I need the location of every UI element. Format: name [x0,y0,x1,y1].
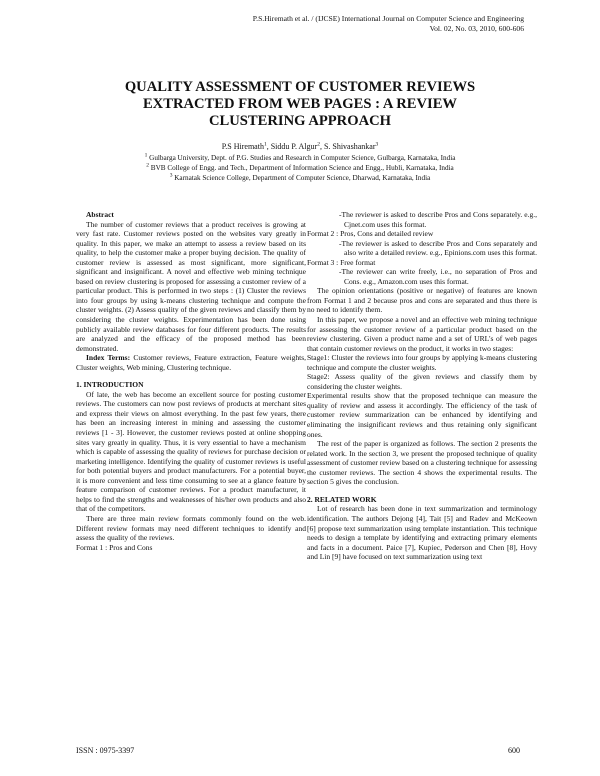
right-paragraph-2: In this paper, we propose a novel and an effective web mining technique for assessing the customer review of a particular product based on the review clustering. Given a product name and a set of URL's of web pages that contain customer reviews on the product, it works in two stages: [307,315,537,353]
title-line-3: CLUSTERING APPROACH [208,113,392,129]
abstract-heading [76,210,306,220]
right-paragraph-1: The opinion orientations (positive or negative) of features are known from Format 1 and 2 because pros and cons are separated and thus there is no need to identify them. [307,286,537,315]
affiliation-3-text: Karnatak Science College, Department of Computer Science, Dharwad, Karnataka, India [174,174,431,182]
stage-1: Stage1: Cluster the reviews into four groups by applying k-means clustering technique and compute the cluster weights. [307,353,537,372]
format-1-description: -The reviewer is asked to describe Pros and Cons separately. e.g., Cjnet.com uses this format. [339,210,537,229]
header-journal: P.S.Hiremath et al. / (IJCSE) International Journal on Computer Science and Engineering [252,14,524,23]
intro-paragraph-1: Of late, the web has become an excellent source for posting customer reviews. The customers can now post reviews of products at merchant sites and express their views on almost everything. In the past few years, there has been an increasing interest in mining and assessing the customer reviews [1 - 3]. However, the customer reviews posted at online shopping sites vary greatly in quality. Thus, it is very essential to have a mechanism which is capable of assessing the quality of reviews for purchase decision or marketing intelligence. Identifying the quality of customer reviews is useful for both potential buyers and product manufacturers. For a potential buyer, it is more convenient and less time consuming to see at a glance feature by feature comparison of customer reviews. For a product manufacturer, it helps to find the strengths and weaknesses of his/her own products and also that of the competitors. [76,389,306,514]
title-line-2: EXTRACTED FROM WEB PAGES : A REVIEW [142,96,458,112]
related-heading: 2. RELATED WORK [307,494,377,504]
author-3-sup: 3 [375,141,379,148]
index-terms-label: Index Terms: [86,353,131,363]
author-2: , Siddu P. Algur [266,142,318,151]
left-column [76,210,306,552]
author-2-sup: 2 [317,141,320,148]
right-paragraph-3: Experimental results show that the proposed technique can measure the quality of review and assess it accordingly. The efficiency of the task of customer review summarization can be enhanced by identifying and eliminating the insignificant reviews and thus retaining only significant ones. [307,391,537,439]
paper-title [40,79,560,130]
abstract-heading-text: Abstract [86,210,114,219]
index-terms [76,353,306,372]
index-terms-text: Customer reviews, Feature extraction, Feature weights, Cluster weights, Web mining, Clustering technique. [76,353,306,372]
author-3: , S. Shivashankar [319,142,376,151]
stage-2: Stage2: Assess quality of the given reviews and classify them by considering the cluster weights. [307,372,537,391]
intro-paragraph-2: There are three main review formats commonly found on the web. Different review formats may need different techniques to identify and assess the quality of the reviews. [76,513,306,543]
footer-issn: ISSN : 0975-3397 [76,746,135,755]
header-volume: Vol. 02, No. 03, 2010, 600-606 [429,24,524,33]
affiliation-1-num: 1 [144,152,148,159]
format-2-label: Format 2 : Pros, Cons and detailed review [307,229,434,239]
running-header [253,14,524,34]
related-paragraph-1: Lot of research has been done in text summarization and terminology identification. The authors Dejong [4], Tait [5] and Radev and McKeown [6] propose text summarization using template instantiation. This technique needs to design a template by identifying and extracting primary elements and facts in a document. Paice [7], Kupiec, Pederson and Chen [8], Hovy and Lin [9] have focused on text summarization using text [307,504,537,562]
affiliation-2-text: BVB College of Engg. and Tech., Department of Information Science and Engg., Hubli, Karnataka, India [150,164,454,172]
author-1-sup: 1 [263,141,267,148]
author-1: P.S Hiremath [221,142,264,151]
right-column [307,210,537,562]
affiliation-1 [40,154,560,163]
format-3-label: Format 3 : Free format [307,257,376,267]
right-paragraph-4: The rest of the paper is organized as follows. The section 2 presents the related work. In the section 3, we present the proposed technique of quality assessment of customer review based on a clustering technique for assessing the customer reviews. The section 4 shows the experimental results. The section 5 gives the conclusion. [307,439,537,487]
author-list [40,141,560,152]
format-3-description: -The reviewer can write freely, i.e., no separation of Pros and Cons. e.g., Amazon.com uses this format. [339,267,537,286]
format-1-label: Format 1 : Pros and Cons [76,542,153,552]
affiliation-3 [40,174,560,183]
affiliation-2-num: 2 [146,162,149,169]
format-2-description: -The reviewer is asked to describe Pros and Cons separately and also write a detailed review. e.g., Epinions.com uses this format. [339,238,538,258]
affiliation-1-text: Gulbarga University, Dept. of P.G. Studies and Research in Computer Science, Gulbarga, Karnataka, India [149,154,456,162]
abstract-text: The number of customer reviews that a product receives is growing at very fast rate. Customer reviews posted on the websites vary greatly in quality. In this paper, we make an attempt to assess a review based on its quality, to help the customer make a proper buying decision. The quality of customer review is assessed as most significant, more significant, significant and insignificant. A novel and effective web mining technique based on review clustering is proposed for assessing a customer review of a particular product. This is performed in two steps : (1) Cluster the reviews into four groups by using k-means clustering technique and compute the cluster weights. (2) Assess quality of the given reviews and classify them by considering the cluster weights. Experimentation has been done using publicly available review databases for four different products. The results are analyzed and the efficacy of the proposed method has been demonstrated. [76,219,306,353]
intro-heading: 1. INTRODUCTION [76,380,144,390]
affiliation-2 [40,164,560,173]
footer-page-number: 600 [508,746,520,755]
affiliation-3-num: 3 [169,172,173,179]
title-line-1: QUALITY ASSESSMENT OF CUSTOMER REVIEWS [124,79,476,95]
